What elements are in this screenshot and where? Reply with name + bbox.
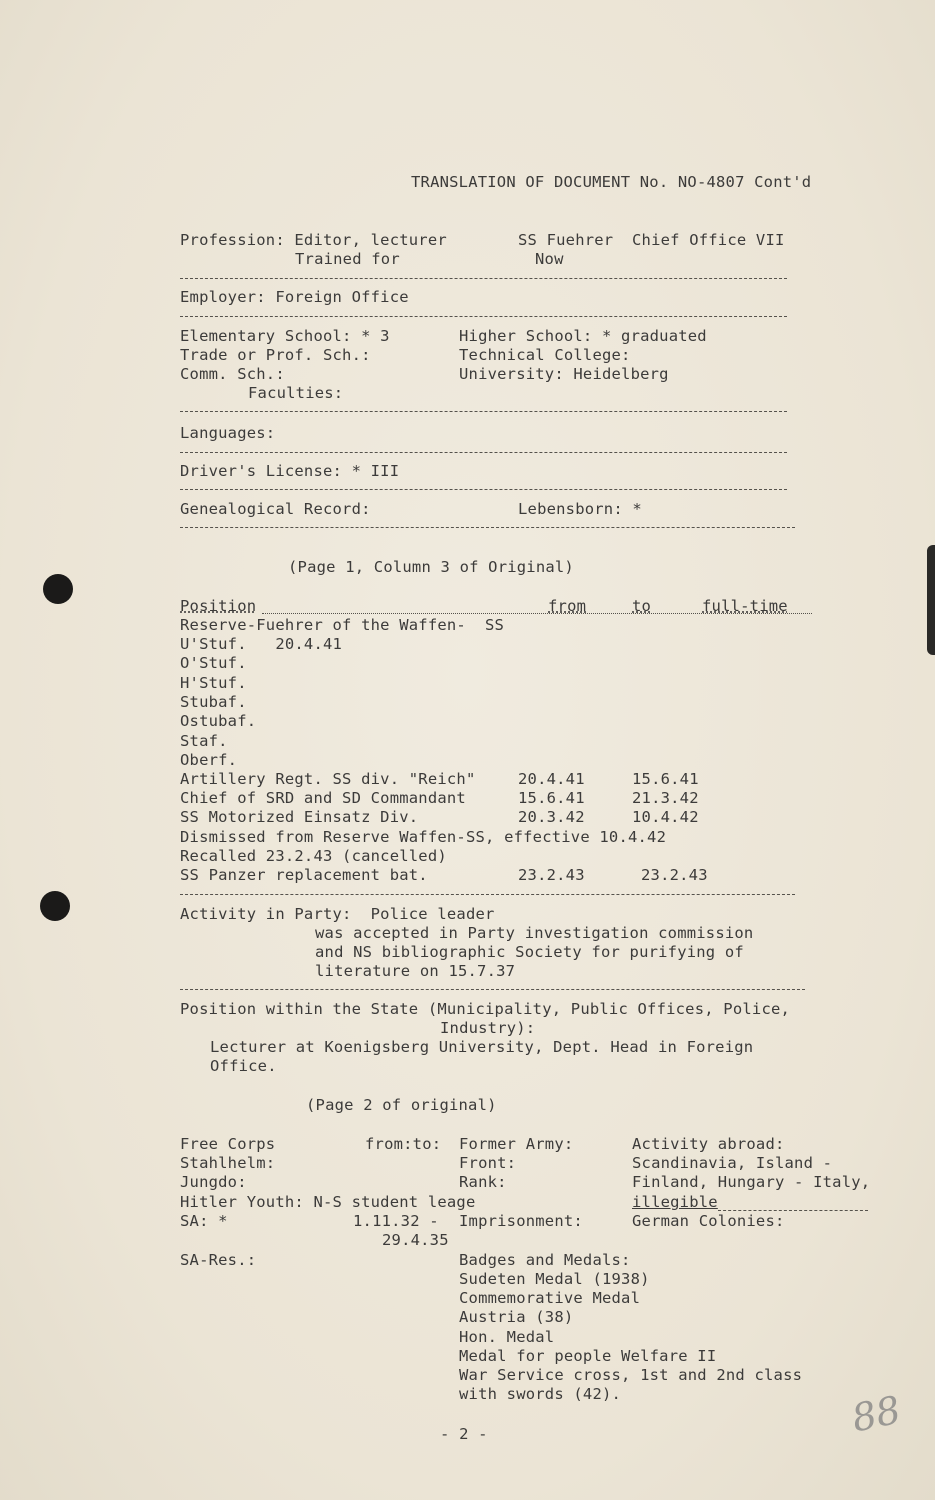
- divider: [180, 278, 787, 279]
- position-from: 20.3.42: [518, 808, 585, 826]
- elementary-school: Elementary School: * 3: [180, 327, 390, 345]
- page1-note: (Page 1, Column 3 of Original): [288, 558, 574, 576]
- position-row: Reserve-Fuehrer of the Waffen- SS: [180, 616, 505, 634]
- divider: [180, 316, 787, 317]
- to-header: to: [632, 597, 652, 615]
- document-header: TRANSLATION OF DOCUMENT No. NO-4807 Cont'd: [411, 173, 812, 191]
- technical-college: Technical College:: [459, 346, 631, 364]
- position-row: Recalled 23.2.43 (cancelled): [180, 847, 447, 865]
- party-activity: Activity in Party: Police leader: [180, 905, 495, 923]
- university: University: Heidelberg: [459, 365, 669, 383]
- divider: [180, 411, 787, 412]
- imprisonment: Imprisonment:: [459, 1212, 583, 1230]
- badge-item: with swords (42).: [459, 1385, 622, 1403]
- page-number: - 2 -: [440, 1425, 488, 1443]
- position-row: Artillery Regt. SS div. "Reich": [180, 770, 476, 788]
- activity-abroad: Activity abroad:: [632, 1135, 785, 1153]
- party-activity-line: was accepted in Party investigation commission: [315, 924, 754, 942]
- position-row: Stubaf.: [180, 693, 247, 711]
- badge-item: Austria (38): [459, 1308, 574, 1326]
- state-position-line: Lecturer at Koenigsberg University, Dept. Head in Foreign: [210, 1038, 754, 1056]
- ss-fuehrer-label: SS Fuehrer: [518, 231, 614, 249]
- position-row: U'Stuf. 20.4.41: [180, 635, 343, 653]
- party-activity-line: and NS bibliographic Society for purifying of: [315, 943, 744, 961]
- position-row: Staf.: [180, 732, 228, 750]
- drivers-license: Driver's License: * III: [180, 462, 400, 480]
- blank-line: [718, 1210, 868, 1211]
- divider: [180, 989, 805, 990]
- position-to: 10.4.42: [632, 808, 699, 826]
- hitler-youth: Hitler Youth: N-S student leage: [180, 1193, 476, 1211]
- former-army: Former Army:: [459, 1135, 574, 1153]
- position-to: 21.3.42: [632, 789, 699, 807]
- sa-to: 29.4.35: [382, 1231, 449, 1249]
- divider: [180, 894, 795, 895]
- stahlhelm: Stahlhelm:: [180, 1154, 276, 1172]
- higher-school: Higher School: * graduated: [459, 327, 707, 345]
- free-corps: Free Corps: [180, 1135, 276, 1153]
- state-position: Position within the State (Municipality, Public Offices, Police,: [180, 1000, 791, 1018]
- trained-for-label: Trained for: [295, 250, 400, 268]
- position-row: O'Stuf.: [180, 654, 247, 672]
- chief-office-label: Chief Office VII: [632, 231, 785, 249]
- position-row: Oberf.: [180, 751, 238, 769]
- position-from: 20.4.41: [518, 770, 585, 788]
- lebensborn: Lebensborn: *: [518, 500, 642, 518]
- front: Front:: [459, 1154, 517, 1172]
- position-header: Position: [180, 597, 257, 615]
- jungdo: Jungdo:: [180, 1173, 247, 1191]
- position-row: Ostubaf.: [180, 712, 257, 730]
- fulltime-header: full-time: [702, 597, 788, 615]
- punch-hole: [43, 574, 73, 604]
- header-dotted-line: [262, 613, 812, 614]
- punch-hole: [40, 891, 70, 921]
- position-from: 15.6.41: [518, 789, 585, 807]
- position-row: SS Motorized Einsatz Div.: [180, 808, 419, 826]
- profession-line: Profession: Editor, lecturer: [180, 231, 447, 249]
- badge-item: Sudeten Medal (1938): [459, 1270, 650, 1288]
- badge-item: Commemorative Medal: [459, 1289, 641, 1307]
- position-from: 23.2.43: [518, 866, 585, 884]
- party-activity-line: literature on 15.7.37: [315, 962, 516, 980]
- employer-line: Employer: Foreign Office: [180, 288, 409, 306]
- position-to: 15.6.41: [632, 770, 699, 788]
- badge-item: Medal for people Welfare II: [459, 1347, 717, 1365]
- handwritten-mark: 88: [847, 1387, 905, 1441]
- genealogical-record: Genealogical Record:: [180, 500, 371, 518]
- comm-school: Comm. Sch.:: [180, 365, 285, 383]
- rank: Rank:: [459, 1173, 507, 1191]
- abroad-line: Finland, Hungary - Italy,: [632, 1173, 871, 1191]
- position-to: 23.2.43: [641, 866, 708, 884]
- state-position-line: Industry):: [440, 1019, 536, 1037]
- sa-from: 1.11.32 -: [353, 1212, 439, 1230]
- languages: Languages:: [180, 424, 276, 442]
- sa: SA: *: [180, 1212, 228, 1230]
- trade-school: Trade or Prof. Sch.:: [180, 346, 371, 364]
- now-label: Now: [535, 250, 564, 268]
- position-row: H'Stuf.: [180, 674, 247, 692]
- position-row: Dismissed from Reserve Waffen-SS, effective 10.4.42: [180, 828, 667, 846]
- divider: [180, 452, 787, 453]
- position-row: Chief of SRD and SD Commandant: [180, 789, 466, 807]
- state-position-line: Office.: [210, 1057, 277, 1075]
- divider: [180, 527, 795, 528]
- divider: [180, 489, 787, 490]
- from-to-label: from:to:: [365, 1135, 442, 1153]
- badge-item: Hon. Medal: [459, 1328, 555, 1346]
- badges-heading: Badges and Medals:: [459, 1251, 631, 1269]
- illegible-note: illegible: [632, 1193, 718, 1211]
- abroad-line: Scandinavia, Island -: [632, 1154, 833, 1172]
- german-colonies: German Colonies:: [632, 1212, 785, 1230]
- from-header: from: [548, 597, 587, 615]
- faculties: Faculties:: [248, 384, 344, 402]
- sa-res: SA-Res.:: [180, 1251, 257, 1269]
- page-edge-clip: [927, 545, 935, 655]
- badge-item: War Service cross, 1st and 2nd class: [459, 1366, 803, 1384]
- position-row: SS Panzer replacement bat.: [180, 866, 428, 884]
- page2-note: (Page 2 of original): [306, 1096, 497, 1114]
